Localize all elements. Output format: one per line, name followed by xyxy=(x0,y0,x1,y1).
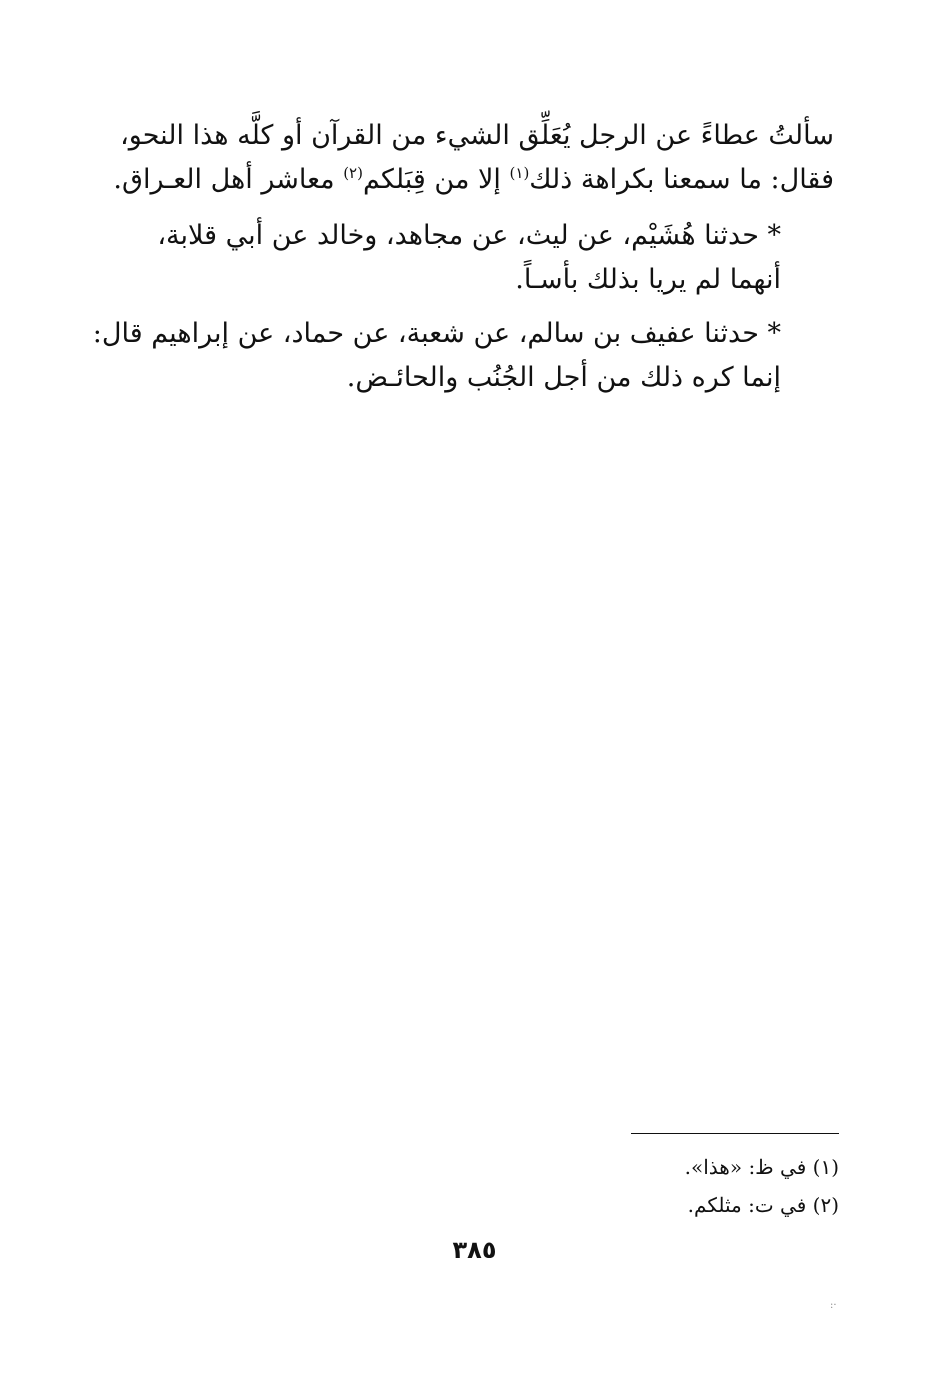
footnotes xyxy=(439,1148,839,1224)
scan-speck: ·: xyxy=(830,1300,837,1311)
paragraph-1-line-2 xyxy=(114,158,834,202)
paragraph-3-line-1: * حدثنا عفيف بن سالم، عن شعبة، عن حماد، عن إبراهيم قال: xyxy=(92,318,781,349)
paragraph-1-line-2-end: معاشر أهل العـراق. xyxy=(113,164,344,195)
page-number: ٣٨٥ xyxy=(452,1236,497,1264)
footnote-ref-2: (٢) xyxy=(343,164,363,182)
footnote-1: (١) في ظ: «هذا». xyxy=(684,1155,839,1179)
paragraph-1-line-1: سألتُ عطاءً عن الرجل يُعَلِّق الشيء من القرآن أو كلَّه هذا النحو، xyxy=(120,120,834,151)
footnote-2: (٢) في ت: مثلكم. xyxy=(687,1193,839,1217)
paragraph-1-line-2-mid: إلا من قِبَلكم xyxy=(362,164,510,195)
paragraph-3 xyxy=(92,312,781,400)
paragraph-2-line-2: أنهما لم يريا بذلك بأسـاً. xyxy=(515,264,781,295)
paragraph-3-line-2: إنما كره ذلك من أجل الجُنُب والحائـض. xyxy=(346,362,781,393)
paragraph-1-line-2-start: فقال: ما سمعنا بكراهة ذلك xyxy=(529,164,834,195)
paragraph-1 xyxy=(114,114,834,202)
paragraph-2-line-1: * حدثنا هُشَيْم، عن ليث، عن مجاهد، وخالد عن أبي قلابة، xyxy=(157,220,781,251)
paragraph-2 xyxy=(157,214,781,302)
footnote-ref-1: (١) xyxy=(509,164,530,182)
footnote-separator xyxy=(631,1133,839,1134)
